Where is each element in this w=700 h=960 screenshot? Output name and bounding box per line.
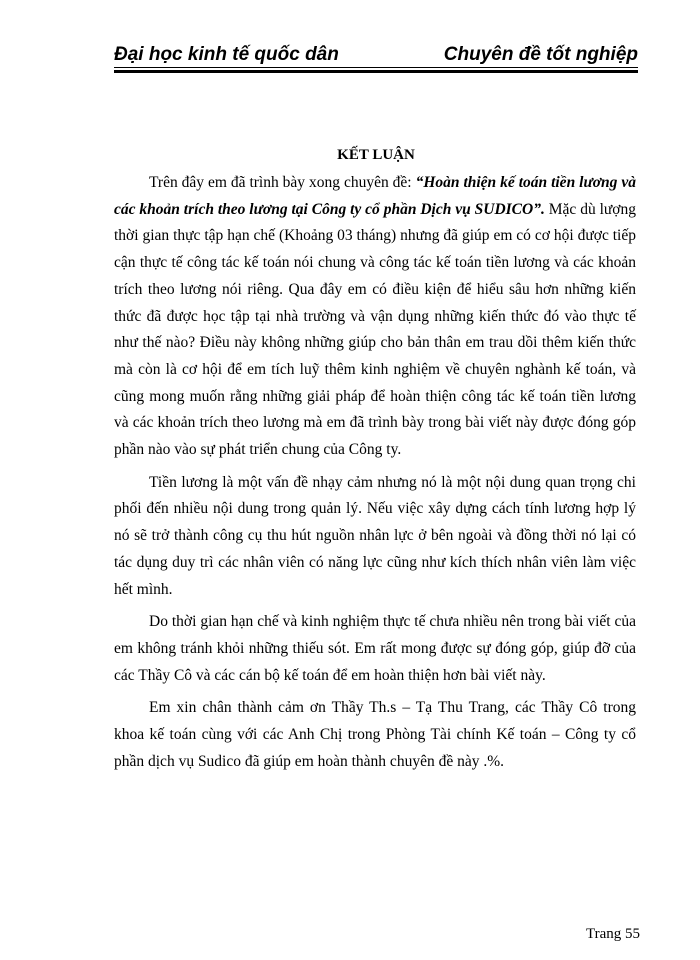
paragraph-1: [114, 170, 636, 464]
section-heading: KẾT LUẬN: [337, 147, 415, 163]
paragraph-3: Do thời gian hạn chế và kinh nghiệm thực tế chưa nhiều nên trong bài viết của em không tránh khỏi những thiếu sót. Em rất mong được sự đóng góp, giúp đỡ của các Thầy Cô và các cán bộ kế toán để em hoàn thiện hơn bài viết này.: [114, 613, 636, 684]
paragraph-4: Em xin chân thành cảm ơn Thầy Th.s – Tạ Thu Trang, các Thầy Cô trong khoa kế toán cùng với các Anh Chị trong Phòng Tài chính Kế toán – Công ty cổ phần dịch vụ Sudico đã giúp em hoàn thành chuyên đề này .%.: [114, 699, 636, 770]
header-document-type: Chuyên đề tốt nghiệp: [443, 44, 638, 65]
page-header: [114, 32, 638, 66]
header-university: Đại học kinh tế quốc dân: [114, 44, 339, 65]
thesis-title: “Hoàn thiện kế toán tiền lương và các khoản trích theo lương tại Công ty cổ phần Dịch vụ SUDICO”.: [114, 174, 636, 218]
header-rule-thick: [114, 70, 638, 73]
paragraph-1-rest: Mặc dù lượng thời gian thực tập hạn chế (Khoảng 03 tháng) nhưng đã giúp em có cơ hội được tiếp cận thực tế công tác kế toán nói chung và công tác kế toán tiền lương và các khoản trích theo lương nói riêng. Qua đây em có điều kiện để hiểu sâu hơn những kiến thức đã được học tập tại nhà trường và vận dụng những kiến thức đó vào thực tế như thế nào? Điều này không những giúp cho bản thân em trau dồi thêm kiến thức mà còn là cơ hội để em tích luỹ thêm kinh nghiệm về chuyên nghành kế toán, và cũng mong muốn rằng những giải pháp để hoàn thiện công tác kế toán tiền lương và các khoản trích theo lương mà em đã trình bày trong bài viết này được đóng góp phần nào vào sự phát triển chung của Công ty.: [114, 200, 637, 459]
body-text: [114, 170, 636, 775]
header-rule-thin: [114, 67, 638, 68]
page-number: Trang 55: [585, 926, 640, 942]
paragraph-2: Tiền lương là một vấn đề nhạy cảm nhưng nó là một nội dung quan trọng chi phối đến nhiều nội dung trong quản lý. Nếu việc xây dựng cách tính lương hợp lý nó sẽ trở thành công cụ thu hút nguồn nhân lực ở bên ngoài và đồng thời nó lại có tác dụng duy trì các nhân viên có năng lực cũng như kích thích nhân viên làm việc hết mình.: [114, 473, 636, 598]
paragraph-1-lead: Trên đây em đã trình bày xong chuyên đề:: [149, 174, 416, 191]
